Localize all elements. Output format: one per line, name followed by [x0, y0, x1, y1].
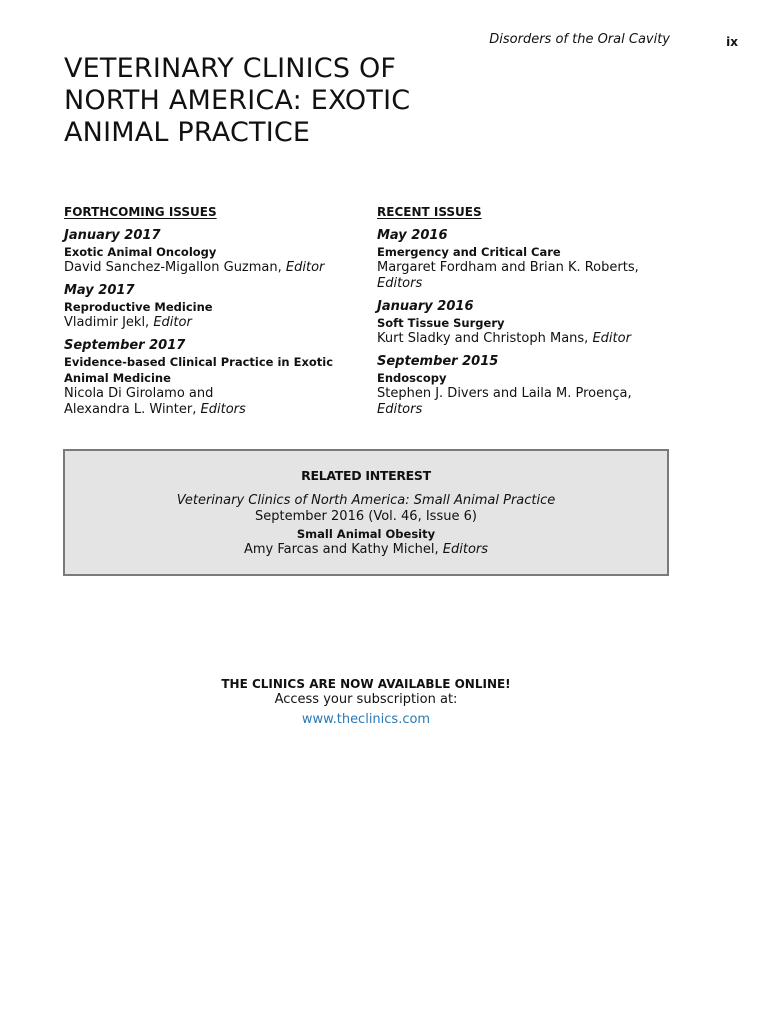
related-topic: Small Animal Obesity: [296, 527, 436, 541]
issue-date: January 2016: [377, 299, 474, 314]
editor-role: Editors: [377, 276, 423, 291]
editor-role: Editors: [442, 542, 489, 557]
issue-topic: Exotic Animal Oncology: [64, 245, 217, 259]
recent-issues-heading: RECENT ISSUES: [377, 205, 482, 219]
online-access-text: Access your subscription at:: [274, 692, 458, 707]
editor-role: Editor: [285, 260, 325, 275]
editor-names: Margaret Fordham and Brian K. Roberts,: [377, 260, 639, 275]
journal-title: [64, 53, 484, 149]
issue-topic: Emergency and Critical Care: [377, 245, 561, 259]
related-issue-info: September 2016 (Vol. 46, Issue 6): [255, 509, 477, 524]
issue-entry: [377, 227, 672, 292]
journal-title-line: VETERINARY CLINICS OF: [64, 53, 397, 84]
issue-editors: [377, 386, 672, 418]
issue-entry: [64, 337, 359, 418]
online-heading: THE CLINICS ARE NOW AVAILABLE ONLINE!: [221, 677, 511, 691]
issue-topic: Soft Tissue Surgery: [377, 316, 505, 330]
issue-entry: [64, 282, 359, 331]
issue-date: January 2017: [64, 228, 161, 243]
issue-editors: [377, 260, 672, 292]
issue-date: September 2017: [64, 338, 186, 353]
editor-role: Editors: [377, 402, 423, 417]
recent-issues: [377, 204, 672, 424]
issue-editors: [377, 331, 672, 347]
editor-names: Amy Farcas and Kathy Michel,: [243, 542, 439, 557]
related-journal-title: Veterinary Clinics of North America: Small Animal Practice: [176, 493, 556, 508]
editor-names: David Sanchez-Migallon Guzman,: [64, 260, 282, 275]
editor-names: Stephen J. Divers and Laila M. Proença,: [377, 386, 632, 401]
editor-names: Vladimir Jekl,: [64, 315, 150, 330]
forthcoming-issues-heading: FORTHCOMING ISSUES: [64, 205, 217, 219]
issue-date: May 2016: [377, 228, 448, 243]
related-interest-heading: RELATED INTEREST: [301, 468, 431, 483]
issue-date: May 2017: [64, 283, 135, 298]
editor-names: Nicola Di Girolamo and: [64, 386, 214, 401]
issue-editors: [64, 386, 359, 418]
page-number: ix: [726, 35, 738, 49]
issue-editors: [64, 315, 359, 331]
editor-names: Kurt Sladky and Christoph Mans,: [377, 331, 589, 346]
issue-entry: [377, 298, 672, 347]
journal-title-line: ANIMAL PRACTICE: [64, 117, 311, 148]
related-interest-box: [63, 449, 669, 576]
editor-role: Editors: [200, 402, 246, 417]
running-head: Disorders of the Oral Cavity: [489, 32, 670, 47]
issue-topic-line: Animal Medicine: [64, 371, 171, 385]
issue-editors: [64, 260, 359, 276]
editor-names: Alexandra L. Winter,: [64, 402, 197, 417]
issue-topic: Reproductive Medicine: [64, 300, 213, 314]
issue-entry: [377, 353, 672, 418]
subscription-link[interactable]: www.theclinics.com: [301, 712, 431, 727]
forthcoming-issues: [64, 204, 359, 424]
related-editors: [65, 542, 667, 558]
online-access-notice: [166, 676, 566, 728]
editor-role: Editor: [592, 331, 631, 346]
issue-topic: [64, 354, 359, 386]
editor-names-line: [64, 402, 359, 418]
issue-topic: Endoscopy: [377, 371, 447, 385]
editor-role: Editor: [153, 315, 192, 330]
issue-topic-line: Evidence-based Clinical Practice in Exotic: [64, 355, 334, 369]
issue-entry: [64, 227, 359, 276]
issue-date: September 2015: [377, 354, 499, 369]
journal-title-line: NORTH AMERICA: EXOTIC: [64, 85, 411, 116]
